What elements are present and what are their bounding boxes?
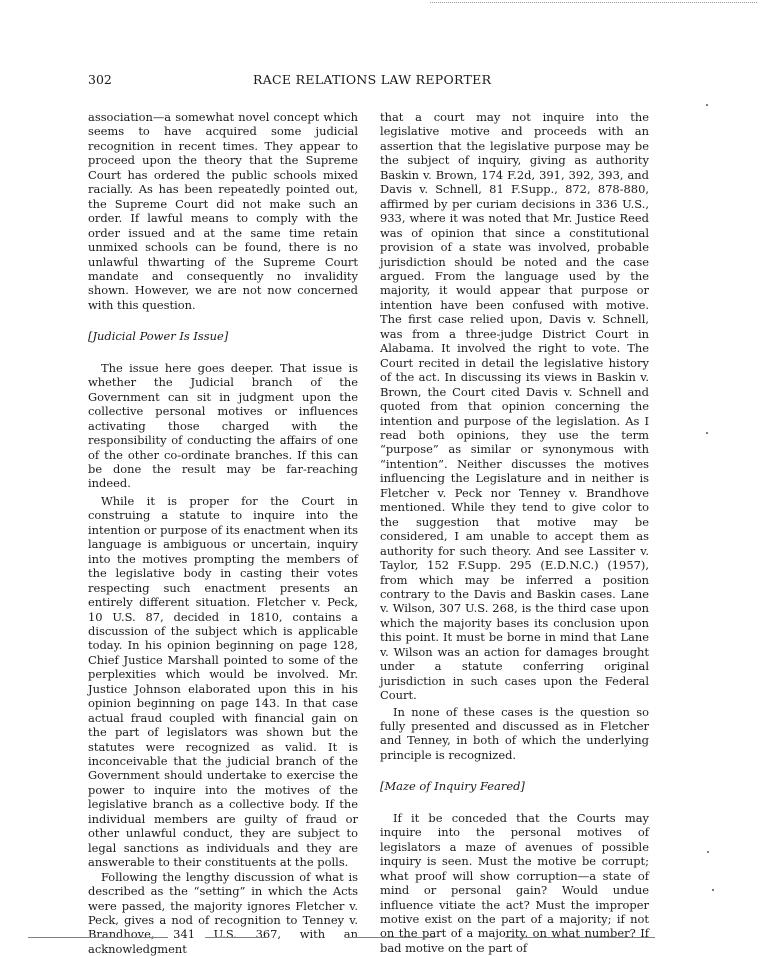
running-title: RACE RELATIONS LAW REPORTER	[253, 72, 492, 87]
scan-edge-line	[505, 937, 655, 938]
right-paragraph-1: that a court may not inquire into the legislative motive and proceeds with an assertion that the legislative purpose may be the subject of inquiry, giving as authority Baskin v. Brown, 174 F.2d, 391, 392, 393, and Davis v. Schnell, 81 F.Supp., 872, 878-880, affirmed by per curiam decisions in 336 U.S., 933, where it was noted that Mr. Justice Reed was of opinion that since a constitutional provision of a state was involved, probable jurisdiction should be noted and the case argued. From the language used by the majority, it would appear that purpose or intention have been confused with motive. The first case relied upon, Davis v. Schnell, was from a three-judge District Court in Alabama. It involved the right to vote. The Court recited in detail the legislative history of the act. In discussing its views in Baskin v. Brown, the Court cited Davis v. Schnell and quoted from that opinion concerning the intention and purpose of the legislation. As I read both opinions, they use the term “purpose” as similar or synonymous with “intention”. Neither discusses the motives influencing the Legislature and in neither is Fletcher v. Peck nor Tenney v. Brandhove mentioned. While they tend to give color to the suggestion that motive may be considered, I am unable to accept them as authority for such theory. And see Lassiter v. Taylor, 152 F.Supp. 295 (E.D.N.C.) (1957), from which may be inferred a position contrary to the Davis and Baskin cases. Lane v. Wilson, 307 U.S. 268, is the third case upon which the majority bases its conclusion upon this point. It must be borne in mind that Lane v. Wilson was an action for damages brought under a statute conferring original jurisdiction in such cases upon the Federal Court.	[380, 110, 649, 703]
page-header	[88, 72, 688, 90]
right-column	[380, 110, 649, 955]
left-paragraph-1: association—a somewhat novel concept which seems to have acquired some judicial recognition in recent times. They appear to proceed upon the theory that the Supreme Court has ordered the public schools mixed racially. As has been repeatedly pointed out, the Supreme Court did not make such an order. If lawful means to comply with the order issued and at the same time retain unmixed schools can be found, there is no unlawful thwarting of the Supreme Court mandate and consequently no invalidity shown. However, we are not now concerned with this question.	[88, 110, 358, 312]
scan-edge-line	[345, 937, 435, 938]
scan-speck	[706, 432, 708, 434]
scan-edge-line	[205, 937, 265, 938]
page-number: 302	[88, 72, 112, 87]
section-heading-judicial-power: [Judicial Power Is Issue]	[88, 329, 229, 344]
top-edge-dotted-line	[430, 2, 757, 3]
left-paragraph-4: Following the lengthy discussion of what is described as the “setting” in which the Acts were passed, the majority ignores Fletcher v. Peck, gives a nod of recognition to Tenney v. Brandhove, 341 U.S. 367, with an acknowledgment	[88, 869, 358, 956]
left-paragraph-2: The issue here goes deeper. That issue is whether the Judicial branch of the Government can sit in judgment upon the collective personal motives or influences activating those charged with the responsibility of conducting the affairs of one of the other co-ordinate branches. If this can be done the result may be far-reaching indeed.	[88, 360, 358, 491]
right-paragraph-2: In none of these cases is the question so fully presented and discussed as in Fletcher and Tenney, in both of which the underlying principle is recognized.	[380, 704, 649, 762]
scan-speck	[706, 104, 708, 106]
scan-speck	[712, 889, 714, 891]
left-column	[88, 110, 358, 956]
scan-speck	[707, 851, 709, 853]
left-paragraph-3: While it is proper for the Court in construing a statute to inquire into the intention or purpose of its enactment when its language is ambiguous or uncertain, inquiry into the motives prompting the members of the legislative body in casting their votes respecting such enactment presents an entirely different situation. Fletcher v. Peck, 10 U.S. 87, decided in 1810, contains a discussion of the subject which is applicable today. In his opinion beginning on page 128, Chief Justice Marshall pointed to some of the perplexities which would be involved. Mr. Justice Johnson elaborated upon this in his opinion beginning on page 143. In that case actual fraud coupled with financial gain on the part of legislators was shown but the statutes were recognized as valid. It is inconceivable that the judicial branch of the Government should undertake to exercise the power to inquire into the motives of the legislative branch as a collective body. If the individual members are guilty of fraud or other unlawful conduct, they are subject to legal sanctions as individuals and they are answerable to their constituents at the polls.	[88, 493, 358, 870]
right-paragraph-3: If it be conceded that the Courts may inquire into the personal motives of legislators a maze of avenues of possible inquiry is seen. Must the motive be corrupt; what proof will show corruption—a state of mind or personal gain? Would undue influence vitiate the act? Must the improper motive exist on the part of a majority; if not on the part of a majority, on what number? If bad motive on the part of	[380, 810, 649, 955]
section-heading-maze-of-inquiry: [Maze of Inquiry Feared]	[380, 779, 525, 794]
scan-edge-line	[28, 937, 168, 938]
